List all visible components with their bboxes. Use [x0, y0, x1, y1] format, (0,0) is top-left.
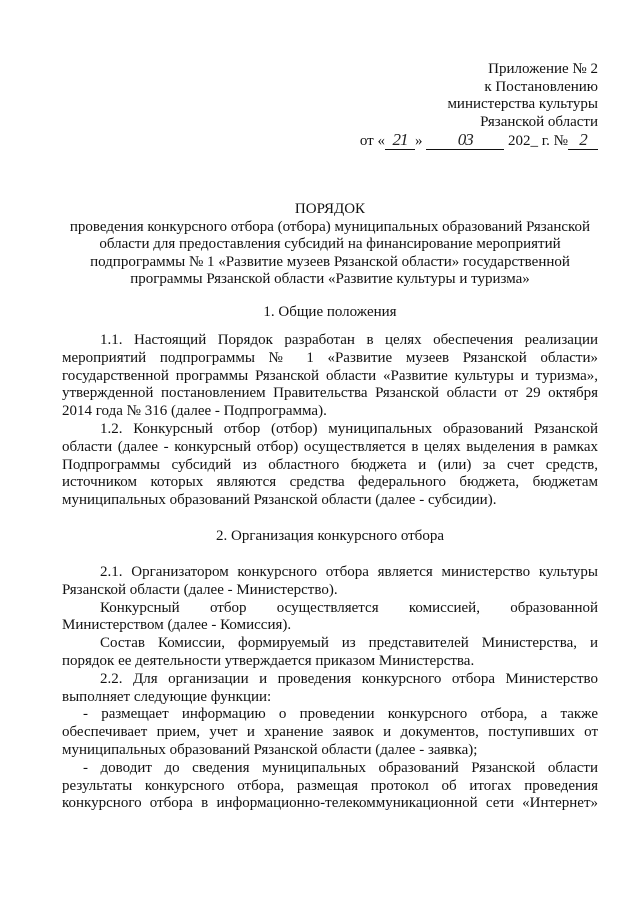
- title-line: подпрограммы № 1 «Развитие музеев Рязанской области» государственной: [90, 253, 570, 270]
- list-item-line: конкурсного отбора в информационно-телекоммуникационной сети «Интернет»: [62, 795, 598, 812]
- paragraph-line: мероприятий подпрограммы № 1 «Развитие музеев Рязанской области»: [62, 349, 598, 366]
- section-body: [62, 332, 598, 510]
- document-number-field: [568, 132, 598, 150]
- section-heading: 2. Организация конкурсного отбора: [216, 528, 444, 544]
- date-day-field: [385, 132, 415, 150]
- header-line: Рязанской области: [480, 113, 598, 130]
- paragraph-line: государственной программы Рязанской области «Развитие культуры и туризма»,: [62, 367, 598, 384]
- title-line: программы Рязанской области «Развитие культуры и туризма»: [130, 271, 530, 288]
- title-line: проведения конкурсного отбора (отбора) муниципальных образований Рязанской: [69, 218, 591, 235]
- paragraph-line: области (далее - конкурсный отбор) осуществляется в целях выделения в рамках: [62, 438, 598, 455]
- document-header: [360, 61, 598, 150]
- paragraph-line: 1.1. Настоящий Порядок разработан в целях обеспечения реализации: [100, 332, 598, 348]
- date-year-part: 202_ г. №: [507, 133, 568, 150]
- paragraph-line: 1.2. Конкурсный отбор (отбор) муниципальных образований Рязанской: [100, 420, 598, 437]
- paragraph-line: выполняет следующие функции:: [62, 688, 272, 705]
- paragraph-line: порядок ее деятельности утверждается приказом Министерства.: [62, 652, 475, 669]
- paragraph-line: 2.2. Для организации и проведения конкурсного отбора Министерство: [100, 670, 598, 687]
- section-heading: 1. Общие положения: [263, 304, 397, 320]
- document-number-handwritten: 2: [579, 130, 587, 150]
- date-month-handwritten: 03: [457, 130, 473, 150]
- paragraph-line: Подпрограммы субсидий из областного бюджета и (или) за счет средств,: [62, 456, 598, 473]
- list-item-line: результаты конкурсного отбора, размещая протокол об итогах проведения: [62, 777, 598, 794]
- paragraph-line: муниципальных образований Рязанской области (далее - субсидии).: [62, 492, 497, 509]
- title-line: области для предоставления субсидий на финансирование мероприятий: [99, 236, 561, 253]
- title-heading: ПОРЯДОК: [294, 201, 366, 217]
- paragraph-line: Состав Комиссии, формируемый из представителей Министерства, и: [100, 635, 598, 652]
- section-body: [62, 564, 598, 813]
- header-line: Приложение № 2: [488, 61, 598, 77]
- date-close-quote: »: [414, 133, 423, 150]
- list-item-line: - размещает информацию о проведении конкурсного отбора, а также: [83, 706, 598, 723]
- header-line: министерства культуры: [447, 96, 598, 113]
- list-item-line: - доводит до сведения муниципальных образований Рязанской области: [83, 759, 598, 776]
- paragraph-line: источником которых являются средства федерального бюджета, бюджетам: [62, 474, 598, 491]
- paragraph-line: утвержденной постановлением Правительства Рязанской области от 29 октября: [62, 385, 598, 402]
- paragraph-line: Конкурсный отбор осуществляется комиссией, образованной: [100, 599, 598, 616]
- date-day-handwritten: 21: [392, 130, 408, 150]
- paragraph-line: 2.1. Организатором конкурсного отбора является министерство культуры: [100, 564, 598, 580]
- header-line: к Постановлению: [484, 78, 598, 95]
- list-item-line: обеспечивает прием, учет и хранение заявок и документов, поступивших от: [62, 724, 598, 741]
- paragraph-line: Рязанской области (далее - Министерство).: [62, 581, 338, 598]
- list-item-line: муниципальных образований Рязанской области (далее - заявка);: [62, 741, 478, 758]
- date-month-field: [426, 132, 504, 150]
- date-prefix: от «: [359, 133, 385, 150]
- date-line: [360, 132, 598, 150]
- paragraph-line: 2014 года № 316 (далее - Подпрограмма).: [62, 403, 327, 420]
- paragraph-line: Министерством (далее - Комиссия).: [62, 617, 292, 634]
- document-title: [62, 201, 598, 289]
